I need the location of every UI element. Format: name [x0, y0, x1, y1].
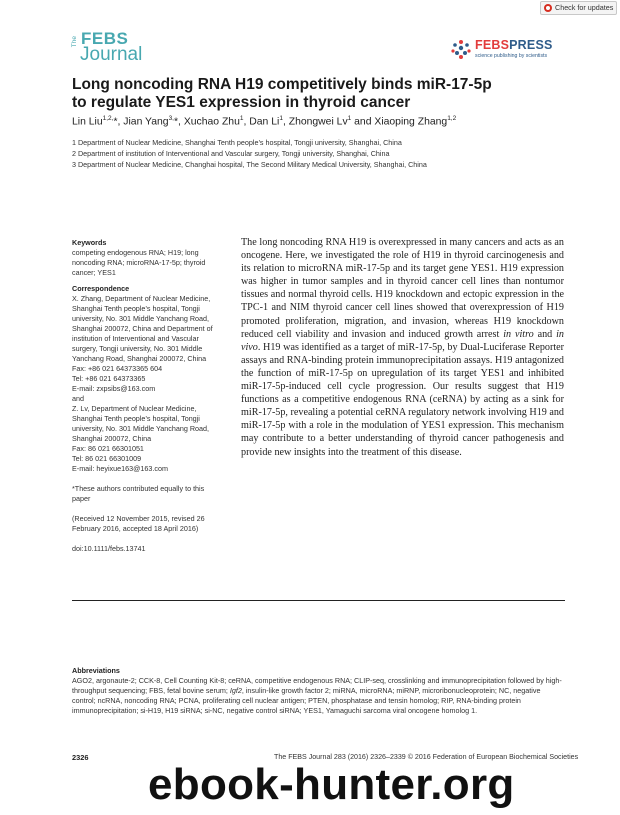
received-dates: February 2016, accepted 18 April 2016) [72, 524, 199, 533]
author-list: Lin Liu$^{1,2,}$*, Jian Yang$^{3,}$*, Xuchao Zhu$^1$, Dan Li$^1$, Zhongwei Lv$^1$ and Xiaoping Zhang$^{1,2}$ [72, 115, 457, 128]
doi-link[interactable]: doi:10.1111/febs.13741 [72, 544, 146, 553]
correspondence-fax: Fax: 86 021 66301051 [72, 444, 144, 453]
affiliation-3: 3 Department of Nuclear Medicine, Changhai hospital, The Second Military Medical University, Shanghai, China [72, 160, 427, 169]
crossmark-icon [544, 4, 552, 12]
check-for-updates-button[interactable] [540, 1, 617, 15]
equal-contribution-note: *These authors contributed equally to this [72, 484, 205, 493]
received-dates: (Received 12 November 2015, revised 26 [72, 514, 205, 523]
author-name: Zhongwei Lv [288, 116, 348, 128]
journal-logo-journal: Journal [80, 44, 143, 65]
febs-press-dots-icon [450, 39, 472, 61]
correspondence-line: and [72, 394, 84, 403]
correspondence-line: university, No. 301 Middle Yanchang Road, [72, 314, 210, 323]
correspondence-email[interactable]: E-mail: heyixue163@163.com [72, 464, 168, 473]
affiliation-2: 2 Department of institution of Interventional and Vascular surgery, Tongji university, Shanghai, China [72, 149, 390, 158]
correspondence-line: institution of Interventional and Vascular [72, 334, 199, 343]
correspondence-line: Shanghai 200072, China and Department of [72, 324, 213, 333]
correspondence-line: Shanghai Tenth people’s hospital, Tongji [72, 304, 200, 313]
keywords-line: noncoding RNA; microRNA-17-5p; thyroid [72, 258, 206, 267]
correspondence-fax: Fax: +86 021 64373365 604 [72, 364, 163, 373]
journal-logo-febs: FEBS [81, 29, 129, 48]
author-name: Dan Li [249, 116, 280, 128]
author-name: Jian Yang [123, 116, 169, 128]
correspondence-line: Z. Lv, Department of Nuclear Medicine, [72, 404, 197, 413]
correspondence-line: surgery, Tongji university, No. 301 Middle [72, 344, 203, 353]
correspondence-line: Shanghai 200072, China [72, 434, 152, 443]
correspondence-tel: Tel: +86 021 64373365 [72, 374, 146, 383]
abbreviations-text: AGO2, argonaute-2; CCK-8, Cell Counting Kit-8; ceRNA, competitive endogenous RNA; CLIP-seq, crosslinking and immunoprecipitation followed by high-throughput sequencing; FBS, fetal bovine serum; Igf2, insulin-like growth factor 2; miRNA, microRNA; miRNP, microribonucleoprotein; NC, negative control; ncRNA, noncoding RNA; PCNA, proliferating cell nuclear antigen; PTEN, phosphatase and tensin homolog; RIP, RNA-binding protein immunoprecipitation; si-H19, H19 siRNA; si-NC, negative control siRNA; YES1, Yamaguchi sarcoma viral oncogene homolog 1. [72, 676, 562, 715]
abbreviations-heading: Abbreviations [72, 666, 120, 675]
abbreviations [72, 666, 565, 716]
keywords-line: cancer; YES1 [72, 268, 116, 277]
author-name: Lin Liu [72, 116, 103, 128]
equal-contribution-note: paper [72, 494, 91, 503]
affiliation-1: 1 Department of Nuclear Medicine, Shanghai Tenth people’s hospital, Tongji university, Shanghai, China [72, 138, 402, 147]
article-title [72, 76, 572, 112]
keywords-line: competing endogenous RNA; H19; long [72, 248, 199, 257]
correspondence-line: Shanghai Tenth people’s hospital, Tongji [72, 414, 200, 423]
febs-press-logo [450, 37, 570, 65]
page-number: 2326 [72, 753, 89, 762]
keywords-heading: Keywords [72, 238, 107, 247]
correspondence-heading: Correspondence [72, 284, 130, 293]
abstract [241, 236, 564, 459]
febs-press-name: FEBSPRESS [475, 38, 553, 52]
abstract-text: The long noncoding RNA H19 is overexpressed in many cancers and acts as an oncogene. Here, we investigated the role of H19 in thyroid carcinogenesis and its relation to microRNA miR-17-5p and its target gene YES1. H19 expression was higher in tumor samples and in thyroid cancer cell lines than nontumor tissues and normal thyroid cells. H19 knockdown and ectopic expression in the TPC-1 and NIM thyroid cancer cell lines showed that overexpression of H19 promoted proliferation, migration, and invasion, whereas H19 knockdown reduced cell viability and invasion and induced growth arrest in vitro and in vivo. H19 was identified as a target of miR-17-5p, by Dual-Luciferase Reporter assays and RNA-binding protein immunoprecipitation assays. H19 antagonized the function of miR-17-5p on upregulation of its target YES1 and inhibited miR-17-5p-induced cell cycle progression. Our results suggest that H19 functions as a competitive endogenous RNA (ceRNA) by acting as a sink for miR-17-5p, revealing a potential ceRNA regulatory network involving H19 and miR-17-5p with a role in the modulation of YES1 expression. This mechanism may contribute to a better understanding of thyroid cancer pathogenesis and provide new insights into the treatment of this disease. [241, 237, 564, 458]
journal-logo-the: The [71, 36, 78, 48]
author-connector: and [354, 116, 372, 128]
author-name: Xiaoping Zhang [374, 116, 448, 128]
correspondence-tel: Tel: 86 021 66301009 [72, 454, 142, 463]
correspondence-line: Yanchang Road, Shanghai 200072, China [72, 354, 207, 363]
article-title-line-1: Long noncoding RNA H19 competitively binds miR-17-5p [72, 76, 492, 93]
correspondence-line: university, No. 301 Middle Yanchang Road, [72, 424, 210, 433]
section-divider [72, 600, 565, 601]
check-for-updates-label: Check for updates [555, 3, 614, 12]
correspondence-email[interactable]: E-mail: zxpsibs@163.com [72, 384, 156, 393]
article-sidebar [72, 238, 230, 554]
article-title-line-2: to regulate YES1 expression in thyroid cancer [72, 94, 411, 111]
watermark: ebook-hunter.org [148, 760, 515, 809]
author-name: Xuchao Zhu [183, 116, 240, 128]
journal-footer: The FEBS Journal 283 (2016) 2326–2339 © 2016 Federation of European Biochemical Societies [274, 753, 579, 761]
febs-press-tagline: science publishing by scientists [475, 53, 548, 59]
correspondence-line: X. Zhang, Department of Nuclear Medicine, [72, 294, 211, 303]
